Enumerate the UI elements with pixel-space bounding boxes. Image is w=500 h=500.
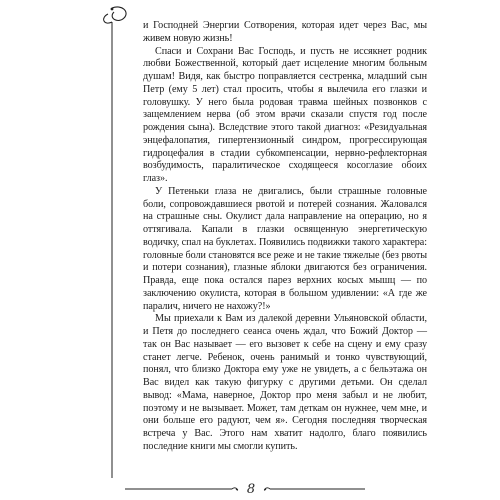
page-number: 8 — [246, 482, 256, 497]
paragraph-2: Спаси и Сохрани Вас Господь, и пусть не иссякнет родник любви Божественной, который дает исцеление многим больным душам! Видя, как быстро поправляется сестренка, младший сын Петр (ему 5 лет) стал просить, чтобы я вылечила его глазки и головушку. У него была родовая травма шейных позвонков с защемлением нерва (об этом врачи сказали спустя год после рождения сына). Вследствие этого такой диагноз: «Резидуальная энцефалопатия, гипертензионный синдром, прогрессирующая гидроцефалия в стадии субкомпенсации, нервно-рефлекторная возбудимость, паралитическое сходящееся косоглазие обоих глаз». — [143, 45, 427, 184]
paragraph-1: и Господней Энергии Сотворения, которая идет через Вас, мы живем новую жизнь! — [143, 20, 427, 44]
paragraph-4: Мы приехали к Вам из далекой деревни Ульяновской области, и Петя до последнего сеанса очень ждал, что Божий Доктор — так он Вас называет — его вызовет к себе на сцену и ему сразу станет легче. Ребенок, очень ранимый и тонко чувствующий, понял, что близко Доктора ему уже не увидеть, а с бельэтажа он Вас видел как такую фигурку с другими детьми. Он сделал вывод: «Мама, наверное, Доктор про меня забыл и не любит, поэтому и не вызывает. Может, там деткам он нужнее, чем мне, и они больше его радуют, чем я». Сегодня последняя творческая встреча у Вас. Этого нам хватит надолго, благо появились последние книги мы смогли купить. — [143, 313, 427, 452]
paragraph-3: У Петеньки глаза не двигались, были страшные головные боли, сопровождавшиеся рвотой и потерей сознания. Жаловался на страшные сны. Окулист дала направление на операцию, но я оттягивала. Капали в глазки освященную энергетическую водичку, спал на буклетах. Появились подвижки такого характера: головные боли становятся все реже и не такие тяжелые (без рвоты и потери сознания), глазные яблоки двигаются без ограничения. Правда, еще пока остался парез верхних косых мышц — по заключению окулиста, которая в большом удивлении: «А где же паралич, ничего не нахожу?!» — [143, 185, 427, 312]
left-border-flourish — [0, 0, 130, 500]
body-text — [143, 20, 427, 454]
